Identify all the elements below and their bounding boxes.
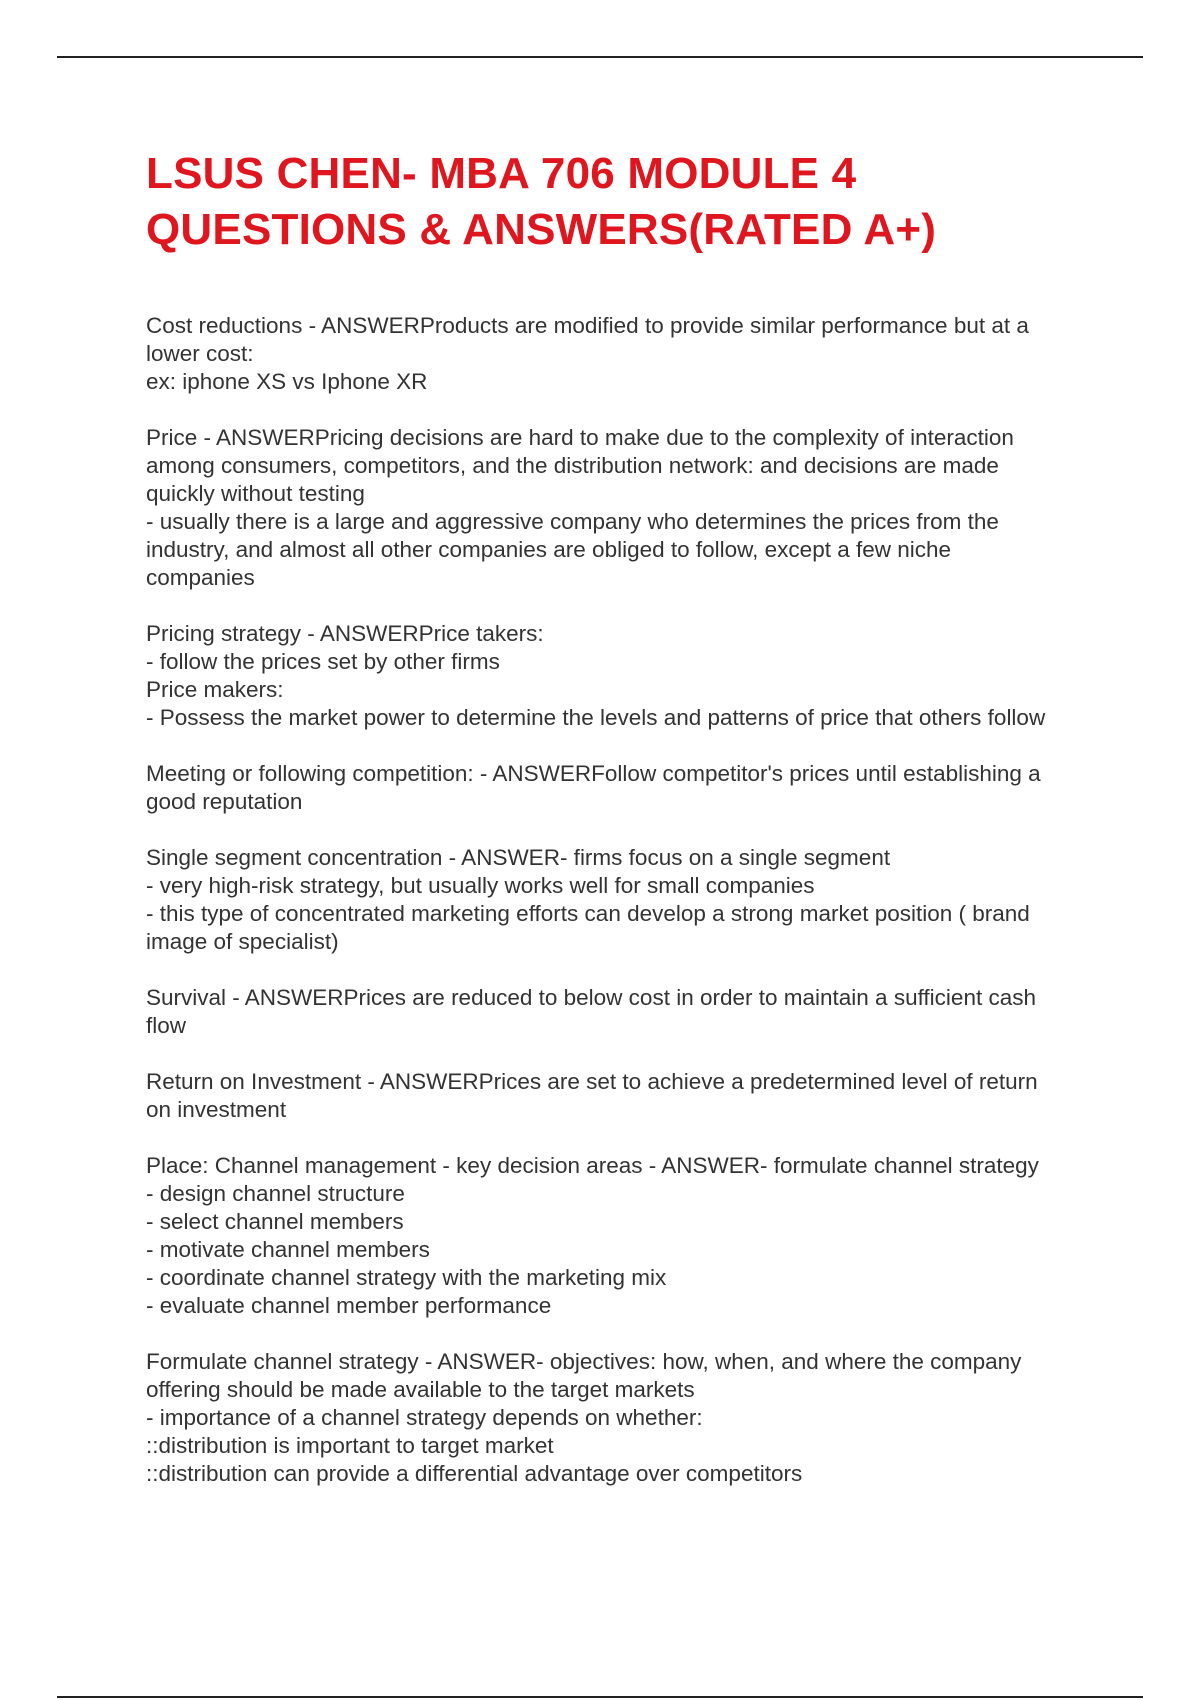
footer-rule: [57, 1696, 1143, 1698]
qa-entry-meeting-competition: Meeting or following competition: - ANSWERFollow competitor's prices until establishing a good reputation: [146, 761, 1041, 814]
qa-entry-cost-reductions: Cost reductions - ANSWERProducts are modified to provide similar performance but at a lower cost: ex: iphone XS vs Iphone XR: [146, 313, 1029, 394]
qa-entry-formulate-channel: Formulate channel strategy - ANSWER- objectives: how, when, and where the company offering should be made available to the target markets - importance of a channel strategy depends on whether: ::distribution is important to target market ::distribution can provide a differential advantage over competitors: [146, 1349, 1022, 1486]
document-page: [146, 146, 1066, 1516]
document-title: LSUS CHEN- MBA 706 MODULE 4 QUESTIONS & ANSWERS(RATED A+): [146, 149, 937, 254]
qa-entry-survival: Survival - ANSWERPrices are reduced to below cost in order to maintain a sufficient cash flow: [146, 985, 1036, 1038]
qa-list: [146, 312, 1066, 1488]
qa-entry-pricing-strategy: Pricing strategy - ANSWERPrice takers: - follow the prices set by other firms Price makers: - Possess the market power to determine the levels and patterns of price that others follow: [146, 621, 1046, 730]
qa-entry-price: Price - ANSWERPricing decisions are hard to make due to the complexity of interaction among consumers, competitors, and the distribution network: and decisions are made quickly without testing - usually there is a large and aggressive company who determines the prices from the industry, and almost all other companies are obliged to follow, except a few niche companies: [146, 425, 1014, 590]
qa-entry-roi: Return on Investment - ANSWERPrices are set to achieve a predetermined level of return on investment: [146, 1069, 1038, 1122]
qa-entry-channel-management: Place: Channel management - key decision areas - ANSWER- formulate channel strategy - design channel structure - select channel members - motivate channel members - coordinate channel strategy with the marketing mix - evaluate channel member performance: [146, 1153, 1039, 1318]
qa-entry-single-segment: Single segment concentration - ANSWER- firms focus on a single segment - very high-risk strategy, but usually works well for small companies - this type of concentrated marketing efforts can develop a strong market position ( brand image of specialist): [146, 845, 1030, 954]
header-rule: [57, 56, 1143, 58]
